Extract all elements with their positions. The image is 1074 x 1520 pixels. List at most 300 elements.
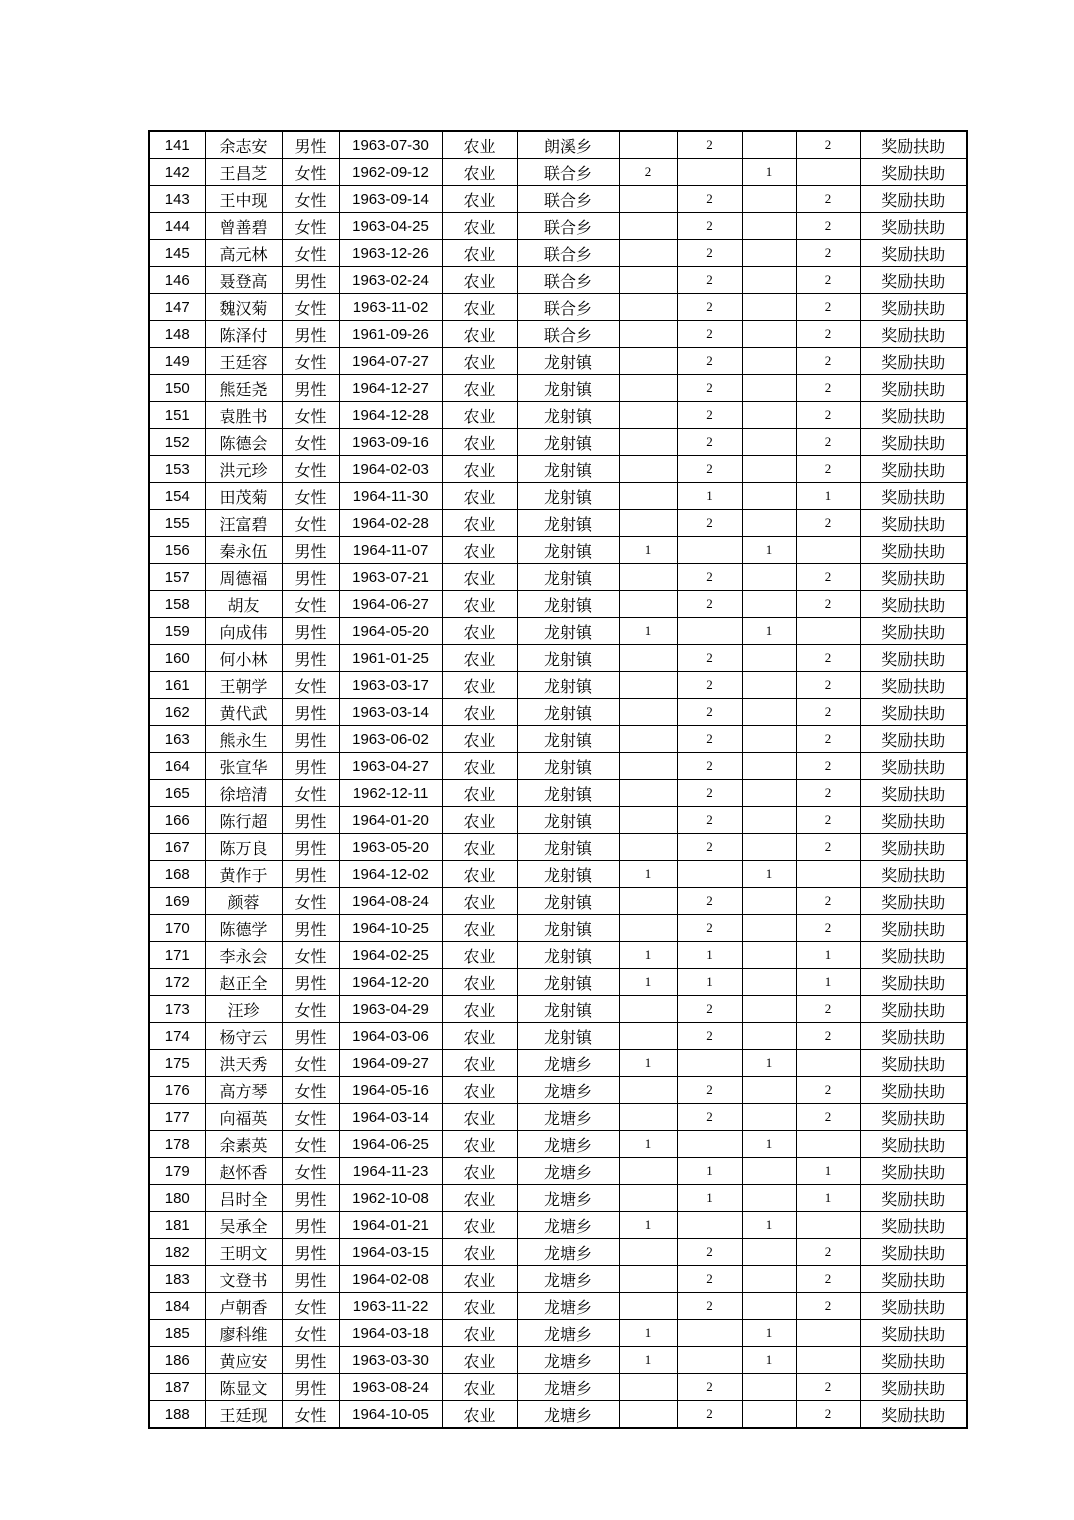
support-type-cell: 奖励扶助	[860, 915, 967, 942]
count-col-b-cell	[677, 537, 742, 564]
serial-number-cell: 162	[149, 699, 205, 726]
table-row	[149, 186, 967, 213]
table-row	[149, 996, 967, 1023]
count-col-b-cell: 1	[677, 942, 742, 969]
count-col-a-cell: 1	[619, 1212, 677, 1239]
support-type-cell: 奖励扶助	[860, 402, 967, 429]
household-type-cell: 农业	[442, 1050, 517, 1077]
count-col-c-cell	[742, 402, 796, 429]
serial-number-cell: 180	[149, 1185, 205, 1212]
table-row	[149, 1239, 967, 1266]
township-cell: 龙射镇	[517, 915, 619, 942]
table-row	[149, 213, 967, 240]
count-col-d-cell: 2	[796, 294, 860, 321]
gender-cell: 男性	[282, 807, 339, 834]
count-col-a-cell	[619, 726, 677, 753]
serial-number-cell: 147	[149, 294, 205, 321]
support-type-cell: 奖励扶助	[860, 591, 967, 618]
name-cell: 黄作于	[205, 861, 282, 888]
serial-number-cell: 165	[149, 780, 205, 807]
count-col-c-cell: 1	[742, 1050, 796, 1077]
gender-cell: 女性	[282, 888, 339, 915]
name-cell: 余志安	[205, 131, 282, 159]
household-type-cell: 农业	[442, 915, 517, 942]
name-cell: 黄代武	[205, 699, 282, 726]
serial-number-cell: 144	[149, 213, 205, 240]
table-row	[149, 267, 967, 294]
name-cell: 吕时全	[205, 1185, 282, 1212]
count-col-b-cell: 2	[677, 726, 742, 753]
count-col-a-cell	[619, 186, 677, 213]
serial-number-cell: 163	[149, 726, 205, 753]
count-col-c-cell	[742, 240, 796, 267]
table-row	[149, 240, 967, 267]
name-cell: 王昌芝	[205, 159, 282, 186]
count-col-b-cell: 1	[677, 483, 742, 510]
count-col-b-cell: 2	[677, 240, 742, 267]
birth-date-cell: 1963-11-22	[339, 1293, 442, 1320]
name-cell: 陈行超	[205, 807, 282, 834]
gender-cell: 男性	[282, 321, 339, 348]
count-col-a-cell	[619, 267, 677, 294]
birth-date-cell: 1963-02-24	[339, 267, 442, 294]
name-cell: 陈德学	[205, 915, 282, 942]
table-row	[149, 834, 967, 861]
count-col-c-cell	[742, 726, 796, 753]
count-col-b-cell: 2	[677, 429, 742, 456]
count-col-d-cell	[796, 159, 860, 186]
support-type-cell: 奖励扶助	[860, 564, 967, 591]
serial-number-cell: 167	[149, 834, 205, 861]
count-col-b-cell: 2	[677, 402, 742, 429]
township-cell: 联合乡	[517, 294, 619, 321]
township-cell: 龙射镇	[517, 672, 619, 699]
count-col-d-cell: 2	[796, 186, 860, 213]
count-col-c-cell: 1	[742, 537, 796, 564]
count-col-c-cell	[742, 699, 796, 726]
household-type-cell: 农业	[442, 537, 517, 564]
count-col-a-cell	[619, 1401, 677, 1429]
count-col-b-cell: 2	[677, 834, 742, 861]
household-type-cell: 农业	[442, 510, 517, 537]
count-col-a-cell: 1	[619, 618, 677, 645]
count-col-c-cell	[742, 213, 796, 240]
township-cell: 龙射镇	[517, 834, 619, 861]
count-col-b-cell: 2	[677, 510, 742, 537]
birth-date-cell: 1963-07-21	[339, 564, 442, 591]
count-col-d-cell: 2	[796, 780, 860, 807]
count-col-c-cell	[742, 1401, 796, 1429]
gender-cell: 女性	[282, 996, 339, 1023]
count-col-a-cell	[619, 1023, 677, 1050]
household-type-cell: 农业	[442, 591, 517, 618]
birth-date-cell: 1964-12-28	[339, 402, 442, 429]
count-col-b-cell	[677, 618, 742, 645]
township-cell: 龙塘乡	[517, 1320, 619, 1347]
name-cell: 黄应安	[205, 1347, 282, 1374]
count-col-a-cell	[619, 294, 677, 321]
count-col-a-cell	[619, 1374, 677, 1401]
serial-number-cell: 149	[149, 348, 205, 375]
support-type-cell: 奖励扶助	[860, 1212, 967, 1239]
support-type-cell: 奖励扶助	[860, 1401, 967, 1429]
gender-cell: 男性	[282, 618, 339, 645]
support-type-cell: 奖励扶助	[860, 780, 967, 807]
household-type-cell: 农业	[442, 429, 517, 456]
count-col-a-cell	[619, 456, 677, 483]
gender-cell: 女性	[282, 348, 339, 375]
table-row	[149, 645, 967, 672]
birth-date-cell: 1963-12-26	[339, 240, 442, 267]
serial-number-cell: 187	[149, 1374, 205, 1401]
gender-cell: 男性	[282, 861, 339, 888]
count-col-c-cell	[742, 942, 796, 969]
name-cell: 熊永生	[205, 726, 282, 753]
household-type-cell: 农业	[442, 1293, 517, 1320]
support-type-cell: 奖励扶助	[860, 969, 967, 996]
household-type-cell: 农业	[442, 888, 517, 915]
count-col-c-cell	[742, 1077, 796, 1104]
count-col-d-cell	[796, 1131, 860, 1158]
serial-number-cell: 179	[149, 1158, 205, 1185]
name-cell: 赵正全	[205, 969, 282, 996]
birth-date-cell: 1963-04-29	[339, 996, 442, 1023]
household-type-cell: 农业	[442, 131, 517, 159]
serial-number-cell: 161	[149, 672, 205, 699]
name-cell: 魏汉菊	[205, 294, 282, 321]
count-col-b-cell: 2	[677, 456, 742, 483]
count-col-c-cell	[742, 564, 796, 591]
table-row	[149, 888, 967, 915]
birth-date-cell: 1963-05-20	[339, 834, 442, 861]
household-type-cell: 农业	[442, 1401, 517, 1429]
count-col-d-cell: 2	[796, 753, 860, 780]
township-cell: 联合乡	[517, 321, 619, 348]
birth-date-cell: 1964-05-16	[339, 1077, 442, 1104]
township-cell: 联合乡	[517, 213, 619, 240]
birth-date-cell: 1963-08-24	[339, 1374, 442, 1401]
count-col-c-cell	[742, 1185, 796, 1212]
gender-cell: 男性	[282, 1347, 339, 1374]
gender-cell: 女性	[282, 1050, 339, 1077]
name-cell: 洪元珍	[205, 456, 282, 483]
name-cell: 向成伟	[205, 618, 282, 645]
count-col-d-cell: 2	[796, 915, 860, 942]
serial-number-cell: 143	[149, 186, 205, 213]
serial-number-cell: 150	[149, 375, 205, 402]
township-cell: 龙射镇	[517, 537, 619, 564]
count-col-c-cell	[742, 267, 796, 294]
township-cell: 龙塘乡	[517, 1104, 619, 1131]
birth-date-cell: 1963-11-02	[339, 294, 442, 321]
table-row	[149, 429, 967, 456]
count-col-b-cell: 2	[677, 1077, 742, 1104]
name-cell: 王廷容	[205, 348, 282, 375]
township-cell: 龙射镇	[517, 618, 619, 645]
table-row	[149, 402, 967, 429]
name-cell: 陈泽付	[205, 321, 282, 348]
count-col-b-cell: 2	[677, 915, 742, 942]
count-col-c-cell	[742, 591, 796, 618]
count-col-a-cell	[619, 321, 677, 348]
count-col-d-cell: 2	[796, 1374, 860, 1401]
count-col-b-cell: 1	[677, 1185, 742, 1212]
count-col-a-cell	[619, 780, 677, 807]
count-col-c-cell: 1	[742, 1347, 796, 1374]
name-cell: 王朝学	[205, 672, 282, 699]
support-type-cell: 奖励扶助	[860, 537, 967, 564]
gender-cell: 女性	[282, 483, 339, 510]
gender-cell: 男性	[282, 1266, 339, 1293]
count-col-a-cell	[619, 888, 677, 915]
count-col-c-cell	[742, 807, 796, 834]
household-type-cell: 农业	[442, 1347, 517, 1374]
gender-cell: 女性	[282, 159, 339, 186]
gender-cell: 男性	[282, 645, 339, 672]
birth-date-cell: 1964-11-23	[339, 1158, 442, 1185]
count-col-a-cell	[619, 1158, 677, 1185]
township-cell: 联合乡	[517, 159, 619, 186]
serial-number-cell: 170	[149, 915, 205, 942]
count-col-c-cell	[742, 348, 796, 375]
birth-date-cell: 1964-03-14	[339, 1104, 442, 1131]
name-cell: 洪天秀	[205, 1050, 282, 1077]
birth-date-cell: 1964-03-18	[339, 1320, 442, 1347]
count-col-d-cell: 2	[796, 429, 860, 456]
count-col-d-cell	[796, 861, 860, 888]
table-row	[149, 591, 967, 618]
birth-date-cell: 1964-06-25	[339, 1131, 442, 1158]
table-row	[149, 510, 967, 537]
birth-date-cell: 1964-12-20	[339, 969, 442, 996]
serial-number-cell: 157	[149, 564, 205, 591]
serial-number-cell: 151	[149, 402, 205, 429]
count-col-a-cell	[619, 131, 677, 159]
name-cell: 文登书	[205, 1266, 282, 1293]
support-type-cell: 奖励扶助	[860, 645, 967, 672]
count-col-b-cell: 2	[677, 131, 742, 159]
township-cell: 龙射镇	[517, 861, 619, 888]
birth-date-cell: 1961-09-26	[339, 321, 442, 348]
gender-cell: 女性	[282, 1104, 339, 1131]
support-type-cell: 奖励扶助	[860, 807, 967, 834]
serial-number-cell: 159	[149, 618, 205, 645]
count-col-d-cell: 1	[796, 483, 860, 510]
gender-cell: 男性	[282, 969, 339, 996]
count-col-c-cell: 1	[742, 1131, 796, 1158]
support-type-cell: 奖励扶助	[860, 1239, 967, 1266]
household-type-cell: 农业	[442, 402, 517, 429]
count-col-b-cell: 2	[677, 996, 742, 1023]
table-row	[149, 807, 967, 834]
count-col-d-cell: 2	[796, 807, 860, 834]
count-col-d-cell: 2	[796, 321, 860, 348]
count-col-b-cell: 2	[677, 1239, 742, 1266]
table-row	[149, 456, 967, 483]
count-col-c-cell	[742, 888, 796, 915]
support-type-cell: 奖励扶助	[860, 267, 967, 294]
count-col-b-cell: 2	[677, 699, 742, 726]
township-cell: 龙塘乡	[517, 1401, 619, 1429]
serial-number-cell: 174	[149, 1023, 205, 1050]
name-cell: 赵怀香	[205, 1158, 282, 1185]
serial-number-cell: 153	[149, 456, 205, 483]
count-col-a-cell: 1	[619, 1320, 677, 1347]
name-cell: 胡友	[205, 591, 282, 618]
birth-date-cell: 1964-09-27	[339, 1050, 442, 1077]
serial-number-cell: 156	[149, 537, 205, 564]
count-col-a-cell	[619, 591, 677, 618]
household-type-cell: 农业	[442, 186, 517, 213]
gender-cell: 女性	[282, 1293, 339, 1320]
serial-number-cell: 181	[149, 1212, 205, 1239]
birth-date-cell: 1963-09-14	[339, 186, 442, 213]
count-col-a-cell	[619, 807, 677, 834]
gender-cell: 男性	[282, 1023, 339, 1050]
serial-number-cell: 172	[149, 969, 205, 996]
township-cell: 联合乡	[517, 267, 619, 294]
township-cell: 龙塘乡	[517, 1077, 619, 1104]
township-cell: 龙射镇	[517, 510, 619, 537]
birth-date-cell: 1964-11-30	[339, 483, 442, 510]
township-cell: 龙射镇	[517, 699, 619, 726]
table-row	[149, 780, 967, 807]
birth-date-cell: 1964-03-15	[339, 1239, 442, 1266]
count-col-c-cell	[742, 1239, 796, 1266]
count-col-c-cell	[742, 510, 796, 537]
serial-number-cell: 164	[149, 753, 205, 780]
table-row	[149, 672, 967, 699]
township-cell: 龙塘乡	[517, 1050, 619, 1077]
support-type-cell: 奖励扶助	[860, 375, 967, 402]
gender-cell: 男性	[282, 564, 339, 591]
table-row	[149, 131, 967, 159]
count-col-d-cell: 1	[796, 942, 860, 969]
township-cell: 龙塘乡	[517, 1158, 619, 1185]
name-cell: 杨守云	[205, 1023, 282, 1050]
count-col-a-cell	[619, 510, 677, 537]
township-cell: 龙射镇	[517, 591, 619, 618]
township-cell: 龙射镇	[517, 645, 619, 672]
name-cell: 高方琴	[205, 1077, 282, 1104]
household-type-cell: 农业	[442, 1185, 517, 1212]
count-col-b-cell	[677, 1131, 742, 1158]
household-type-cell: 农业	[442, 213, 517, 240]
name-cell: 李永会	[205, 942, 282, 969]
support-type-cell: 奖励扶助	[860, 429, 967, 456]
count-col-d-cell: 2	[796, 240, 860, 267]
count-col-a-cell: 1	[619, 969, 677, 996]
count-col-b-cell: 2	[677, 1023, 742, 1050]
count-col-d-cell	[796, 618, 860, 645]
count-col-c-cell	[742, 483, 796, 510]
support-type-cell: 奖励扶助	[860, 321, 967, 348]
gender-cell: 男性	[282, 699, 339, 726]
household-type-cell: 农业	[442, 1320, 517, 1347]
serial-number-cell: 168	[149, 861, 205, 888]
township-cell: 龙射镇	[517, 375, 619, 402]
name-cell: 向福英	[205, 1104, 282, 1131]
count-col-b-cell	[677, 861, 742, 888]
gender-cell: 女性	[282, 402, 339, 429]
household-type-cell: 农业	[442, 1131, 517, 1158]
table-row	[149, 159, 967, 186]
serial-number-cell: 182	[149, 1239, 205, 1266]
name-cell: 周德福	[205, 564, 282, 591]
name-cell: 田茂菊	[205, 483, 282, 510]
township-cell: 龙射镇	[517, 456, 619, 483]
household-type-cell: 农业	[442, 564, 517, 591]
gender-cell: 男性	[282, 753, 339, 780]
name-cell: 余素英	[205, 1131, 282, 1158]
birth-date-cell: 1962-10-08	[339, 1185, 442, 1212]
household-type-cell: 农业	[442, 834, 517, 861]
count-col-b-cell: 1	[677, 1158, 742, 1185]
birth-date-cell: 1963-03-17	[339, 672, 442, 699]
table-row	[149, 1212, 967, 1239]
birth-date-cell: 1964-05-20	[339, 618, 442, 645]
household-type-cell: 农业	[442, 1077, 517, 1104]
count-col-d-cell: 2	[796, 456, 860, 483]
count-col-b-cell	[677, 1050, 742, 1077]
count-col-d-cell: 2	[796, 1023, 860, 1050]
gender-cell: 女性	[282, 591, 339, 618]
count-col-c-cell: 1	[742, 1212, 796, 1239]
support-type-cell: 奖励扶助	[860, 159, 967, 186]
township-cell: 龙射镇	[517, 402, 619, 429]
household-type-cell: 农业	[442, 321, 517, 348]
count-col-b-cell: 2	[677, 780, 742, 807]
count-col-b-cell: 2	[677, 753, 742, 780]
birth-date-cell: 1963-06-02	[339, 726, 442, 753]
household-type-cell: 农业	[442, 807, 517, 834]
household-type-cell: 农业	[442, 780, 517, 807]
name-cell: 汪富碧	[205, 510, 282, 537]
township-cell: 龙射镇	[517, 807, 619, 834]
count-col-a-cell: 1	[619, 537, 677, 564]
birth-date-cell: 1964-01-21	[339, 1212, 442, 1239]
gender-cell: 女性	[282, 1320, 339, 1347]
name-cell: 高元林	[205, 240, 282, 267]
gender-cell: 女性	[282, 1131, 339, 1158]
count-col-d-cell: 2	[796, 1266, 860, 1293]
table-row	[149, 294, 967, 321]
count-col-a-cell	[619, 1077, 677, 1104]
household-type-cell: 农业	[442, 942, 517, 969]
support-type-cell: 奖励扶助	[860, 942, 967, 969]
serial-number-cell: 166	[149, 807, 205, 834]
count-col-b-cell: 2	[677, 672, 742, 699]
serial-number-cell: 155	[149, 510, 205, 537]
count-col-a-cell	[619, 348, 677, 375]
serial-number-cell: 152	[149, 429, 205, 456]
serial-number-cell: 148	[149, 321, 205, 348]
table-row	[149, 1293, 967, 1320]
count-col-c-cell	[742, 321, 796, 348]
gender-cell: 男性	[282, 726, 339, 753]
household-type-cell: 农业	[442, 1023, 517, 1050]
count-col-a-cell	[619, 645, 677, 672]
serial-number-cell: 178	[149, 1131, 205, 1158]
count-col-a-cell	[619, 402, 677, 429]
count-col-d-cell: 2	[796, 213, 860, 240]
count-col-b-cell	[677, 159, 742, 186]
gender-cell: 男性	[282, 915, 339, 942]
gender-cell: 女性	[282, 1158, 339, 1185]
township-cell: 龙塘乡	[517, 1374, 619, 1401]
count-col-c-cell	[742, 1104, 796, 1131]
birth-date-cell: 1964-07-27	[339, 348, 442, 375]
